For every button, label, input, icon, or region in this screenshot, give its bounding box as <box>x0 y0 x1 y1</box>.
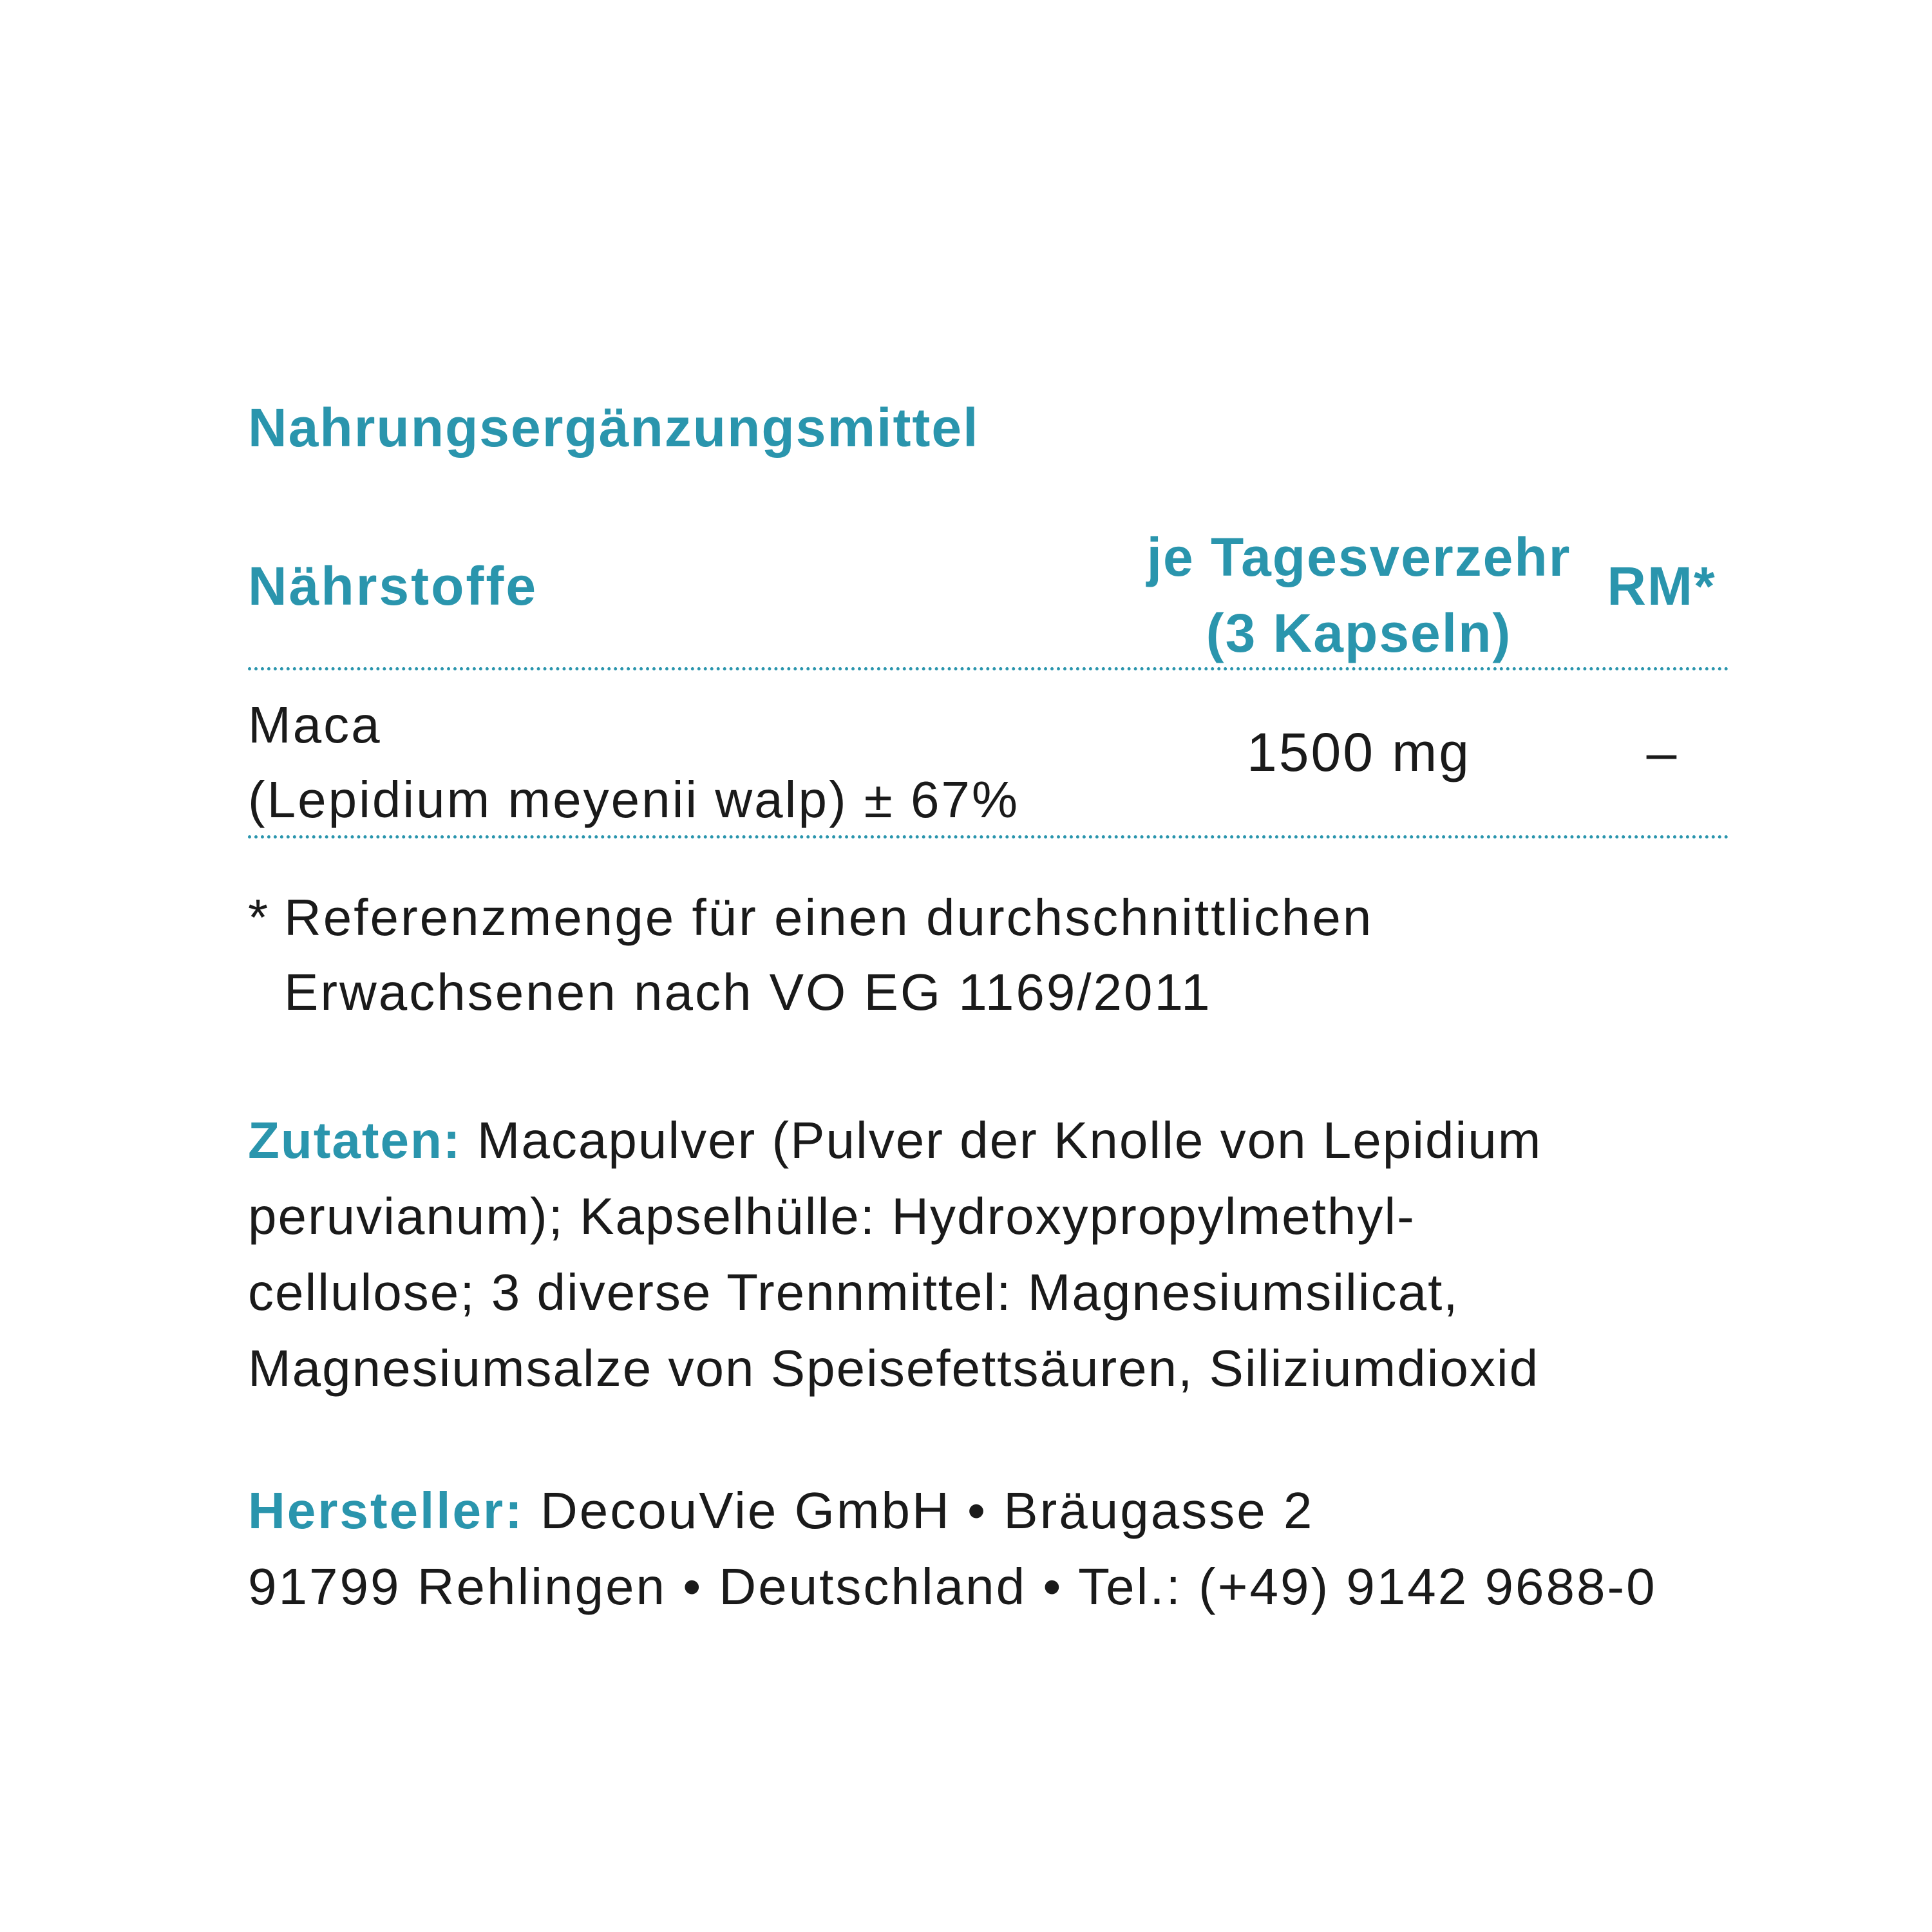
nutrient-rm: – <box>1646 722 1677 782</box>
header-nutrients: Nährstoffe <box>248 556 538 616</box>
ingredients-label: Zutaten: <box>248 1112 462 1169</box>
manufacturer-line2: 91799 Rehlingen • Deutschland • Tel.: (+49) 9142 9688-0 <box>248 1558 1657 1615</box>
nutrient-latin-name: (Lepidium meyenii walp) ± 67% <box>248 771 1020 828</box>
table-row-name <box>248 688 1019 837</box>
table-divider-top <box>248 667 1729 670</box>
ingredients-line2: peruvianum); Kapselhülle: Hydroxypropylmethyl- <box>248 1188 1416 1245</box>
table-divider-bottom <box>248 835 1729 838</box>
footnote-line2: Erwachsenen nach VO EG 1169/2011 <box>284 963 1212 1021</box>
manufacturer <box>248 1473 1794 1625</box>
footnote <box>248 880 1373 1030</box>
header-daily-intake-line1: je Tagesverzehr <box>1146 527 1571 587</box>
page-title: Nahrungsergänzungsmittel <box>248 397 980 458</box>
header-daily-intake <box>1127 519 1591 671</box>
header-rm: RM* <box>1607 556 1716 616</box>
footnote-line1: Referenzmenge für einen durchschnittlichen <box>284 889 1374 946</box>
ingredients-line4: Magnesiumsalze von Speisefettsäuren, Siliziumdioxid <box>248 1340 1540 1397</box>
manufacturer-address: DecouVie GmbH • Bräugasse 2 <box>524 1482 1314 1539</box>
ingredients <box>248 1103 1729 1406</box>
ingredients-line1 <box>248 1103 1729 1179</box>
nutrient-name: Maca <box>248 696 382 753</box>
nutrient-amount: 1500 mg <box>1247 722 1471 782</box>
ingredients-text1: Macapulver (Pulver der Knolle von Lepidium <box>461 1112 1542 1169</box>
manufacturer-line1 <box>248 1473 1794 1549</box>
manufacturer-label: Hersteller: <box>248 1482 524 1539</box>
header-daily-intake-line2: (3 Kapseln) <box>1206 603 1512 663</box>
footnote-mark: * <box>248 889 270 946</box>
ingredients-line3: cellulose; 3 diverse Trennmittel: Magnesiumsilicat, <box>248 1264 1459 1321</box>
